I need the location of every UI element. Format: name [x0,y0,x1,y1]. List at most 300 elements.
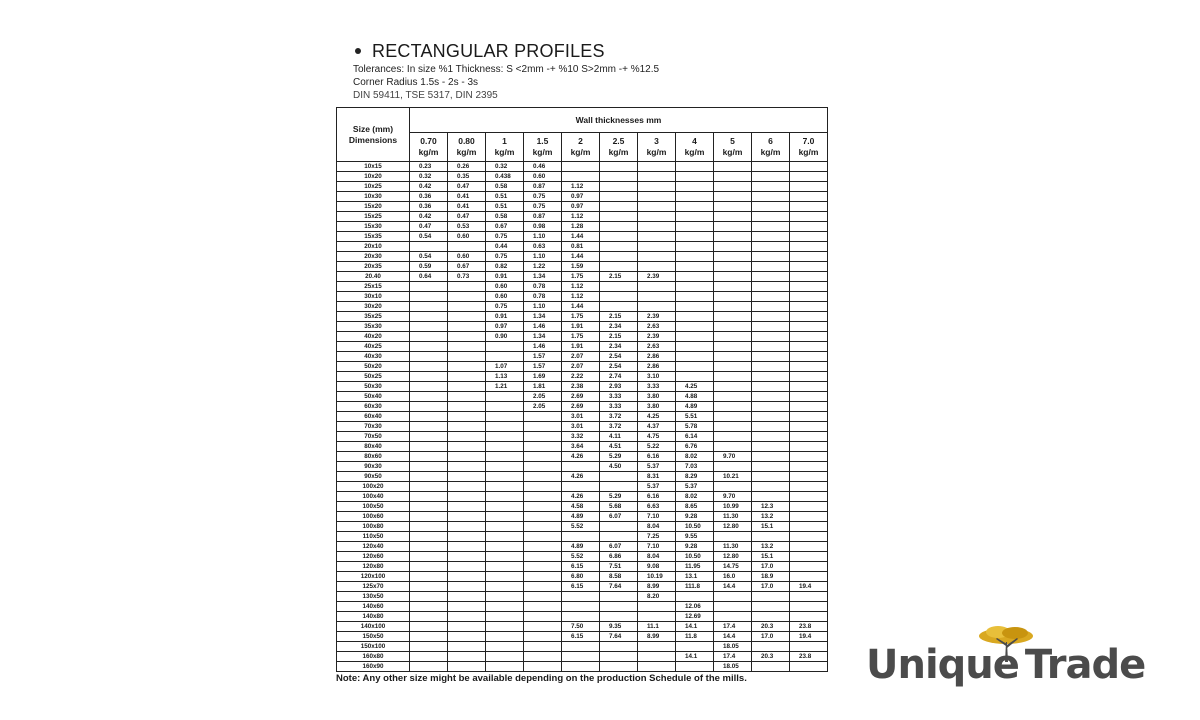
weight-cell: 3.80 [638,392,676,402]
weight-cell: 0.97 [562,192,600,202]
thickness-value: 3 [654,136,659,146]
weight-cell [752,272,790,282]
weight-cell [676,262,714,272]
weight-cell [410,642,448,652]
dimension-cell: 10x30 [337,192,410,202]
weight-cell [600,482,638,492]
dimension-cell: 80x60 [337,452,410,462]
weight-cell [790,502,828,512]
weight-cell [714,202,752,212]
weight-cell: 17.0 [752,582,790,592]
weight-cell: 8.99 [638,582,676,592]
weight-cell [410,582,448,592]
weight-cell: 17.4 [714,622,752,632]
weight-cell [790,322,828,332]
weight-cell: 1.34 [524,312,562,322]
table-row [337,452,828,462]
weight-cell: 19.4 [790,632,828,642]
weight-cell [600,172,638,182]
weight-cell: 0.63 [524,242,562,252]
table-row [337,472,828,482]
weight-cell [410,662,448,672]
weight-cell: 0.81 [562,242,600,252]
weight-cell [676,232,714,242]
weight-cell [486,632,524,642]
weight-cell: 4.25 [638,412,676,422]
weight-cell: 8.04 [638,552,676,562]
weight-cell [600,302,638,312]
weight-cell: 0.60 [486,292,524,302]
weight-cell: 1.44 [562,252,600,262]
weight-cell [410,282,448,292]
thickness-value: 7.0 [802,136,815,146]
weight-cell [600,192,638,202]
dimension-cell: 25x15 [337,282,410,292]
weight-cell [790,472,828,482]
weight-cell [676,372,714,382]
weight-cell [448,632,486,642]
weight-cell [600,182,638,192]
weight-cell [714,212,752,222]
weight-cell [562,612,600,622]
dimension-cell: 15x35 [337,232,410,242]
weight-cell: 8.20 [638,592,676,602]
table-row [337,552,828,562]
weight-cell [524,592,562,602]
weight-cell [790,492,828,502]
weight-cell [714,182,752,192]
table-row [337,372,828,382]
weight-cell [410,362,448,372]
dimension-cell: 10x25 [337,182,410,192]
weight-cell: 8.31 [638,472,676,482]
standards-text: DIN 59411, TSE 5317, DIN 2395 [353,90,498,101]
weight-cell: 12.69 [676,612,714,622]
weight-cell [410,542,448,552]
weight-cell [486,572,524,582]
weight-cell: 13.2 [752,512,790,522]
weight-cell: 0.51 [486,202,524,212]
weight-cell [752,182,790,192]
weight-cell: 23.8 [790,652,828,662]
weight-cell [486,432,524,442]
weight-cell [752,532,790,542]
weight-cell [410,592,448,602]
weight-cell: 0.47 [448,182,486,192]
table-row [337,502,828,512]
weight-cell [410,402,448,412]
dimension-cell: 160x90 [337,662,410,672]
weight-cell [486,542,524,552]
weight-cell [752,422,790,432]
weight-cell [714,242,752,252]
bullet-icon [355,48,361,54]
table-row [337,222,828,232]
weight-cell: 0.47 [448,212,486,222]
weight-cell [752,352,790,362]
weight-cell [638,232,676,242]
weight-cell: 14.75 [714,562,752,572]
weight-cell: 5.37 [676,482,714,492]
weight-cell: 7.10 [638,542,676,552]
weight-cell [638,192,676,202]
table-row [337,172,828,182]
page-title: RECTANGULAR PROFILES [372,40,605,61]
weight-cell [638,172,676,182]
dimension-cell: 140x60 [337,602,410,612]
weight-cell [448,612,486,622]
weight-cell [448,372,486,382]
weight-cell [752,392,790,402]
weight-cell: 8.04 [638,522,676,532]
weight-cell: 4.50 [600,462,638,472]
weight-cell: 0.438 [486,172,524,182]
table-row [337,582,828,592]
weight-cell: 3.33 [638,382,676,392]
weight-cell [600,612,638,622]
dimension-cell: 15x25 [337,212,410,222]
weight-cell [486,582,524,592]
weight-cell: 8.29 [676,472,714,482]
weight-cell: 11.1 [638,622,676,632]
thickness-col-header [676,133,714,162]
weight-cell: 2.86 [638,352,676,362]
weight-cell: 4.26 [562,452,600,462]
weight-cell [638,642,676,652]
weight-cell [524,412,562,422]
thickness-col-header [524,133,562,162]
weight-cell [410,552,448,562]
weight-cell [790,602,828,612]
table-row [337,212,828,222]
weight-cell [486,492,524,502]
weight-cell: 0.78 [524,292,562,302]
weight-cell: 5.68 [600,502,638,512]
weight-cell [638,602,676,612]
weight-cell: 12.80 [714,552,752,562]
weight-cell [752,432,790,442]
weight-cell [790,642,828,652]
weight-cell [752,282,790,292]
weight-cell: 3.64 [562,442,600,452]
weight-cell: 6.07 [600,542,638,552]
weight-cell: 1.75 [562,332,600,342]
weight-cell [638,282,676,292]
weight-cell: 6.63 [638,502,676,512]
weight-cell: 0.59 [410,262,448,272]
weight-cell [752,662,790,672]
weight-cell [410,392,448,402]
weight-cell: 1.75 [562,312,600,322]
weight-cell [410,302,448,312]
weight-cell: 4.89 [562,512,600,522]
weight-cell [562,172,600,182]
weight-cell [714,252,752,262]
weight-cell: 11.30 [714,512,752,522]
weight-cell [448,442,486,452]
weight-cell: 14.4 [714,582,752,592]
weight-cell: 0.64 [410,272,448,282]
dimension-cell: 40x25 [337,342,410,352]
weight-cell [790,232,828,242]
weight-cell: 2.15 [600,312,638,322]
weight-cell [638,212,676,222]
weight-cell [448,462,486,472]
weight-cell [714,612,752,622]
table-row [337,252,828,262]
table-row [337,352,828,362]
dimensions-header-line1: Size (mm) [352,123,394,134]
weight-cell: 2.86 [638,362,676,372]
table-row [337,532,828,542]
weight-cell [790,202,828,212]
weight-cell [790,442,828,452]
weight-cell: 6.15 [562,632,600,642]
weight-cell [562,162,600,172]
weight-cell [714,232,752,242]
weight-cell [600,642,638,652]
weight-cell: 0.32 [486,162,524,172]
dimension-cell: 125x70 [337,582,410,592]
weight-cell: 0.44 [486,242,524,252]
weight-cell: 0.82 [486,262,524,272]
thickness-col-header [486,133,524,162]
weight-cell: 1.75 [562,272,600,282]
weight-cell: 1.81 [524,382,562,392]
unit-label: kg/m [646,147,667,157]
weight-cell: 0.51 [486,192,524,202]
weight-cell [714,342,752,352]
weight-cell [790,302,828,312]
weight-cell: 1.22 [524,262,562,272]
weight-cell [524,632,562,642]
weight-cell [524,462,562,472]
weight-cell [410,422,448,432]
weight-cell [410,462,448,472]
weight-cell: 0.75 [524,192,562,202]
weight-cell [790,412,828,422]
dimension-cell: 50x20 [337,362,410,372]
weight-cell: 10.50 [676,522,714,532]
weight-cell: 7.10 [638,512,676,522]
dimension-cell: 100x60 [337,512,410,522]
weight-cell [410,482,448,492]
dimension-cell: 130x50 [337,592,410,602]
availability-note: Note: Any other size might be available depending on the production Schedule of the mills. [336,673,747,684]
table-row [337,462,828,472]
weight-cell: 12.3 [752,502,790,512]
table-row [337,442,828,452]
weight-cell: 18.05 [714,662,752,672]
table-row [337,622,828,632]
weight-cell [448,412,486,422]
weight-cell: 6.07 [600,512,638,522]
weight-cell [790,482,828,492]
weight-cell [410,472,448,482]
weight-cell [600,202,638,212]
thickness-col-header [600,133,638,162]
thickness-col-header [562,133,600,162]
weight-cell [410,372,448,382]
table-row [337,562,828,572]
weight-cell [486,642,524,652]
table-row [337,522,828,532]
weight-cell: 2.22 [562,372,600,382]
weight-cell [600,252,638,262]
weight-cell [410,452,448,462]
weight-cell [562,462,600,472]
weight-cell: 2.07 [562,352,600,362]
table-row [337,232,828,242]
weight-cell: 6.16 [638,492,676,502]
weight-cell [752,262,790,272]
weight-cell [524,602,562,612]
table-row [337,422,828,432]
weight-cell: 1.91 [562,342,600,352]
weight-cell [790,352,828,362]
thickness-value: 0.80 [458,136,475,146]
weight-cell [448,432,486,442]
dimension-cell: 35x30 [337,322,410,332]
dimension-cell: 90x50 [337,472,410,482]
table-row [337,262,828,272]
weight-cell [600,242,638,252]
weight-cell [714,332,752,342]
weight-cell: 9.28 [676,542,714,552]
weight-cell [790,562,828,572]
weight-cell [752,492,790,502]
weight-cell [676,342,714,352]
weight-cell [790,242,828,252]
thickness-col-header [638,133,676,162]
weight-cell [410,332,448,342]
weight-cell [638,292,676,302]
weight-cell [714,432,752,442]
weight-cell: 17.0 [752,562,790,572]
weight-cell: 0.75 [524,202,562,212]
thickness-value: 0.70 [420,136,437,146]
weight-cell: 4.37 [638,422,676,432]
weight-cell [524,452,562,462]
weight-cell [486,472,524,482]
weight-cell [714,192,752,202]
weight-cell: 7.50 [562,622,600,632]
weight-cell [410,492,448,502]
weight-cell [410,432,448,442]
title-row [336,40,828,62]
weight-cell [790,542,828,552]
weight-cell [448,362,486,372]
weight-cell [752,312,790,322]
weight-cell: 2.63 [638,342,676,352]
weight-cell [600,262,638,272]
weight-cell [752,412,790,422]
thickness-columns-row [337,133,828,162]
weight-cell: 3.01 [562,422,600,432]
dimension-cell: 50x30 [337,382,410,392]
weight-cell: 0.35 [448,172,486,182]
weight-cell: 1.59 [562,262,600,272]
thickness-value: 1.5 [536,136,549,146]
weight-cell: 7.64 [600,632,638,642]
weight-cell: 5.52 [562,522,600,532]
weight-cell: 0.87 [524,212,562,222]
weight-cell: 1.57 [524,362,562,372]
unit-label: kg/m [608,147,629,157]
weight-cell [714,602,752,612]
weight-cell: 1.34 [524,272,562,282]
weight-cell [600,282,638,292]
weight-cell: 2.63 [638,322,676,332]
weight-cell [752,342,790,352]
weight-cell [448,322,486,332]
weight-cell [676,302,714,312]
weight-cell: 0.75 [486,232,524,242]
thickness-col-header [448,133,486,162]
weight-cell [448,622,486,632]
thickness-col-header [714,133,752,162]
weight-cell [790,662,828,672]
weight-cell [752,252,790,262]
weight-cell [638,222,676,232]
weight-cell: 2.15 [600,272,638,282]
weight-cell: 2.34 [600,342,638,352]
dimension-cell: 10x20 [337,172,410,182]
weight-cell [752,232,790,242]
weight-cell: 0.60 [448,252,486,262]
weight-cell [486,502,524,512]
weight-cell [562,592,600,602]
table-row [337,282,828,292]
weight-cell: 0.73 [448,272,486,282]
weight-cell [752,372,790,382]
weight-cell: 4.88 [676,392,714,402]
weight-cell: 7.51 [600,562,638,572]
weight-cell [562,482,600,492]
weight-cell [448,492,486,502]
weight-cell [752,602,790,612]
weight-cell [638,182,676,192]
weight-cell [790,212,828,222]
weight-cell [448,552,486,562]
dimensions-header [337,108,410,162]
weight-cell [714,312,752,322]
table-row [337,202,828,212]
weight-cell [486,522,524,532]
weight-cell [752,612,790,622]
dimension-cell: 160x80 [337,652,410,662]
weight-cell: 8.65 [676,502,714,512]
weight-cell [524,572,562,582]
weight-cell: 3.72 [600,422,638,432]
weight-cell: 11.95 [676,562,714,572]
dimension-cell: 70x50 [337,432,410,442]
weight-cell [448,642,486,652]
weight-cell [600,232,638,242]
weight-cell: 1.12 [562,282,600,292]
weight-cell: 1.69 [524,372,562,382]
table-row [337,362,828,372]
weight-cell [676,182,714,192]
weight-cell: 0.87 [524,182,562,192]
weight-cell: 1.07 [486,362,524,372]
weight-cell [790,432,828,442]
weight-cell [486,412,524,422]
weight-cell [752,242,790,252]
weight-cell: 6.16 [638,452,676,462]
table-row [337,302,828,312]
weight-cell: 4.26 [562,492,600,502]
